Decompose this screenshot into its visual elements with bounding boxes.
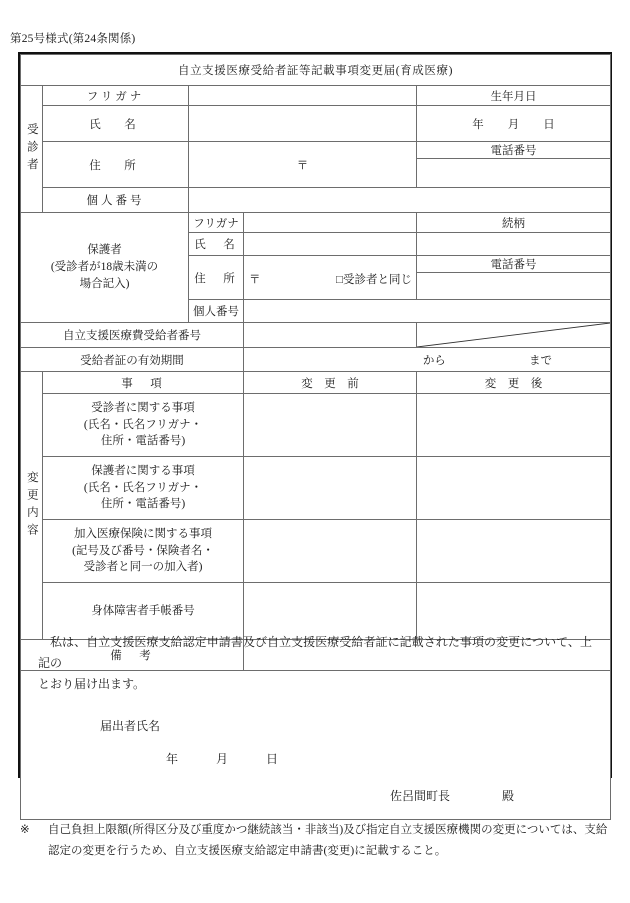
recipient-birth-value[interactable]: [417, 106, 611, 142]
changes-col-item: 事 項: [43, 372, 244, 394]
certificate-number-struck-area: [417, 323, 611, 348]
recipient-address-value[interactable]: [189, 142, 417, 188]
change-before-value[interactable]: [244, 520, 417, 583]
submission-date-line: [38, 750, 592, 767]
recipient-address-row: [21, 142, 611, 159]
postal-mark-icon: 〒: [249, 273, 261, 286]
changes-side-label: 変更内容: [21, 372, 43, 640]
guardian-relation-label: 続柄: [417, 213, 611, 233]
postal-mark-icon: 〒: [296, 159, 309, 172]
change-item-label: 保護者に関する事項 (氏名・氏名フリガナ・ 住所・電話番号): [43, 457, 244, 520]
guardian-relation-value[interactable]: [417, 233, 611, 256]
change-before-value[interactable]: [244, 583, 417, 640]
form-frame: [18, 52, 612, 803]
change-after-value[interactable]: [417, 394, 611, 457]
guardian-furigana-value[interactable]: [244, 213, 417, 233]
date-year-label: 年: [166, 752, 179, 766]
date-day-label: 日: [266, 752, 279, 766]
addressee-line: [38, 787, 592, 804]
change-row: [21, 583, 611, 640]
validity-period-value[interactable]: [244, 348, 611, 372]
footnote-mark: ※: [20, 824, 30, 836]
declaration-line-2: とおり届け出ます。: [38, 677, 146, 691]
change-row: [21, 457, 611, 520]
certificate-number-label: 自立支援医療費受給者番号: [21, 323, 244, 348]
recipient-phone-label: 電話番号: [417, 142, 611, 159]
change-after-value[interactable]: [417, 457, 611, 520]
recipient-birth-label: 生年月日: [417, 86, 611, 106]
footnote-line-2: 認定の変更を行うため、自立支援医療支給認定申請書(変更)に記載すること。: [48, 845, 447, 858]
guardian-address-value[interactable]: [244, 256, 417, 300]
guardian-mynumber-boxes[interactable]: [244, 300, 611, 323]
changes-header-row: [21, 372, 611, 394]
changes-col-before: 変 更 前: [244, 372, 417, 394]
birth-year-label: 年: [472, 118, 484, 131]
addressee-honorific: 殿: [502, 789, 515, 803]
guardian-furigana-label: フリガナ: [189, 213, 244, 233]
recipient-furigana-label: フリガナ: [43, 86, 189, 106]
remarks-label: 備 考: [21, 640, 244, 671]
birth-month-label: 月: [507, 118, 520, 131]
footnote: [10, 820, 622, 863]
submitter-name-label: 届出者氏名: [100, 719, 161, 733]
guardian-mynumber-label: 個人番号: [189, 300, 244, 323]
change-row: [21, 520, 611, 583]
recipient-phone-value[interactable]: [417, 159, 611, 188]
change-item-label: 受診者に関する事項 (氏名・氏名フリガナ・ 住所・電話番号): [43, 394, 244, 457]
guardian-phone-label: 電話番号: [417, 256, 611, 273]
guardian-name-label: 氏 名: [189, 233, 244, 256]
changes-col-after: 変 更 後: [417, 372, 611, 394]
recipient-name-value[interactable]: [189, 106, 417, 142]
declaration-block: [20, 632, 610, 804]
change-item-label: 加入医療保険に関する事項 (記号及び番号・保険者名・ 受診者と同一の加入者): [43, 520, 244, 583]
change-item-label: 身体障害者手帳番号: [43, 583, 244, 640]
title-row: [21, 55, 611, 86]
recipient-furigana-row: [21, 86, 611, 106]
recipient-mynumber-boxes[interactable]: [189, 188, 611, 213]
form-title: 自立支援医療受給者証等記載事項変更届(育成医療): [21, 55, 611, 86]
change-row: [21, 394, 611, 457]
change-after-value[interactable]: [417, 583, 611, 640]
recipient-side-label: 受診者: [21, 86, 43, 213]
change-before-value[interactable]: [244, 457, 417, 520]
validity-period-label: 受給者証の有効期間: [21, 348, 244, 372]
recipient-mynumber-label: 個人番号: [43, 188, 189, 213]
recipient-furigana-value[interactable]: [189, 86, 417, 106]
footnote-line-1: 自己負担上限額(所得区分及び重度かつ継続該当・非該当)及び指定自立支援医療機関の変更については、支給: [48, 824, 608, 836]
guardian-phone-value[interactable]: [417, 273, 611, 300]
form-code: 第25号様式(第24条関係): [10, 33, 136, 45]
same-as-recipient-checkbox[interactable]: □受診者と同じ: [336, 273, 412, 286]
guardian-side-label: 保護者 (受診者が18歳未満の 場合記入): [21, 213, 189, 323]
guardian-address-label: 住 所: [189, 256, 244, 300]
addressee-name: 佐呂間町長: [390, 789, 451, 803]
recipient-name-row: [21, 106, 611, 142]
guardian-name-value[interactable]: [244, 233, 417, 256]
guardian-furigana-row: [21, 213, 611, 233]
change-after-value[interactable]: [417, 520, 611, 583]
recipient-mynumber-row: [21, 188, 611, 213]
period-from-label: から: [422, 354, 446, 367]
certificate-number-boxes[interactable]: [244, 323, 417, 348]
date-month-label: 月: [216, 752, 229, 766]
certificate-number-row: [21, 323, 611, 348]
recipient-address-label: 住 所: [43, 142, 189, 188]
recipient-name-label: 氏 名: [43, 106, 189, 142]
validity-period-row: [21, 348, 611, 372]
change-before-value[interactable]: [244, 394, 417, 457]
birth-day-label: 日: [543, 118, 555, 131]
declaration-line-1: 私は、自立支援医療支給認定申請書及び自立支援医療受給者証に記載された事項の変更について、上記の: [38, 635, 592, 670]
period-to-label: まで: [528, 354, 552, 367]
footnote-body: [10, 820, 622, 863]
